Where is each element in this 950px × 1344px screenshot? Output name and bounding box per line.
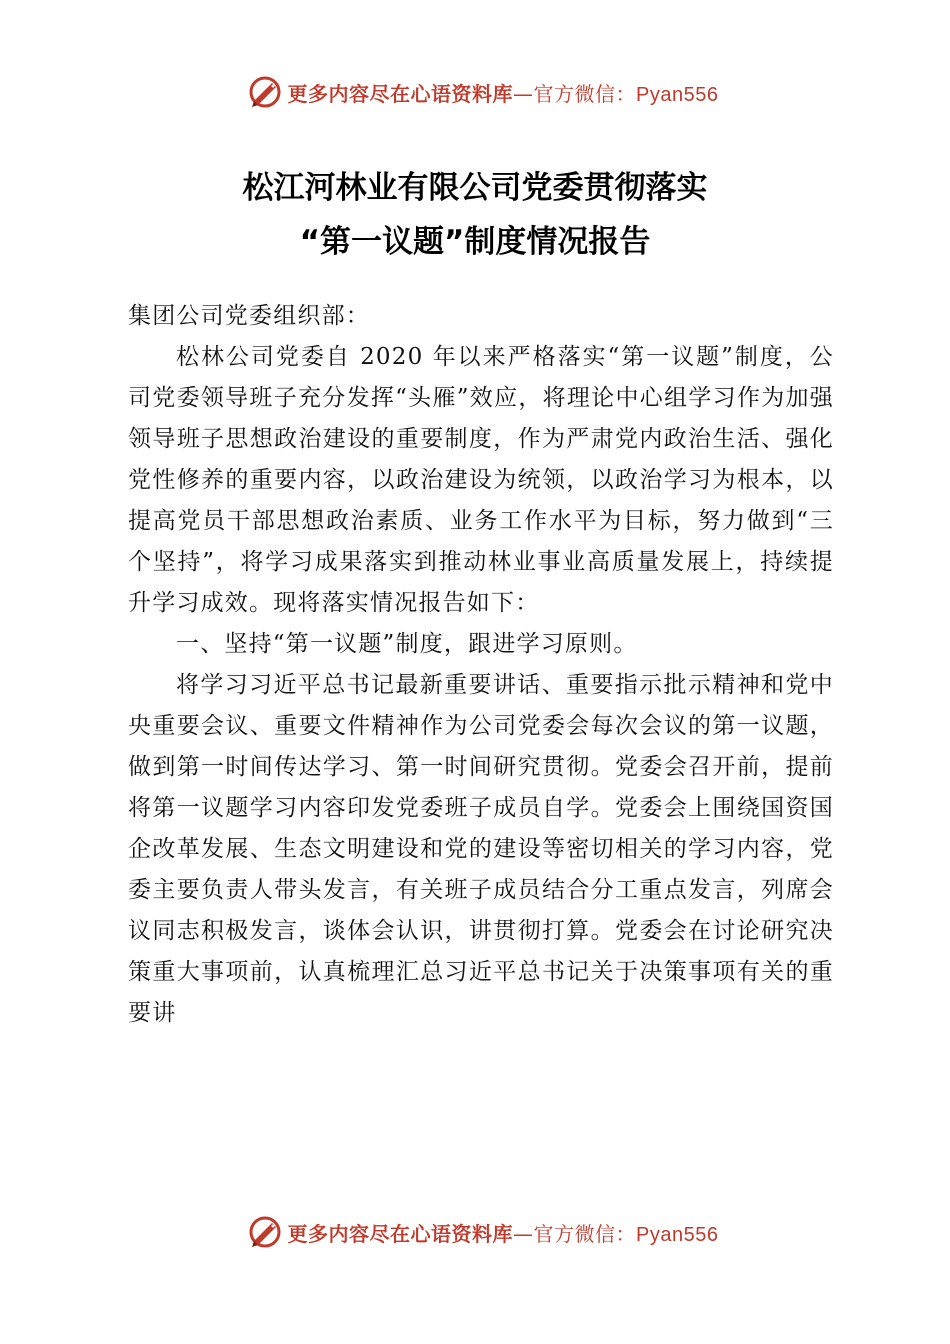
pen-logo-icon: [248, 1215, 282, 1249]
footer-watermark: [0, 1210, 950, 1254]
pen-logo-icon: [248, 75, 282, 109]
header-watermark: [0, 70, 950, 114]
watermark-text: [288, 1218, 719, 1247]
salutation: 集团公司党委组织部：: [128, 303, 370, 329]
watermark-handle: Pyan556: [636, 83, 719, 106]
watermark-label: 官方微信：: [533, 81, 637, 106]
watermark-text: [288, 78, 719, 107]
document-title-line-2: “第一议题”制度情况报告: [299, 224, 651, 260]
document-body: [128, 296, 834, 1034]
paragraph-section-1: 将学习习近平总书记最新重要讲话、重要指示批示精神和党中央重要会议、重要文件精神作为公司党委会每次会议的第一议题，做到第一时间传达学习、第一时间研究贯彻。党委会召开前，提前将第一议题学习内容印发党委班子成员自学。党委会上围绕国资国企改革发展、生态文明建设和党的建设等密切相关的学习内容，党委主要负责人带头发言，有关班子成员结合分工重点发言，列席会议同志积极发言，谈体会认识，讲贯彻打算。党委会在讨论研究决策重大事项前，认真梳理汇总习近平总书记关于决策事项有关的重要讲: [128, 672, 834, 1026]
watermark-label: 官方微信：: [533, 1221, 637, 1246]
watermark-dash: —: [513, 81, 534, 106]
watermark-group: [248, 1215, 719, 1249]
section-heading-1: 一、坚持“第一议题”制度，跟进学习原则。: [176, 631, 638, 657]
watermark-main-text: 更多内容尽在心语资料库: [287, 1221, 514, 1246]
watermark-main-text: 更多内容尽在心语资料库: [287, 81, 514, 106]
watermark-group: [248, 75, 719, 109]
document-title-line-1: 松江河林业有限公司党委贯彻落实: [242, 170, 708, 206]
paragraph-intro: 松林公司党委自 2020 年以来严格落实“第一议题”制度，公司党委领导班子充分发挥“头雁”效应，将理论中心组学习作为加强领导班子思想政治建设的重要制度，作为严肃党内政治生活、强化党性修养的重要内容，以政治建设为统领，以政治学习为根本，以提高党员干部思想政治素质、业务工作水平为目标，努力做到“三个坚持”，将学习成果落实到推动林业事业高质量发展上，持续提升学习成效。现将落实情况报告如下：: [128, 344, 834, 616]
watermark-handle: Pyan556: [636, 1223, 719, 1246]
watermark-dash: —: [513, 1221, 534, 1246]
